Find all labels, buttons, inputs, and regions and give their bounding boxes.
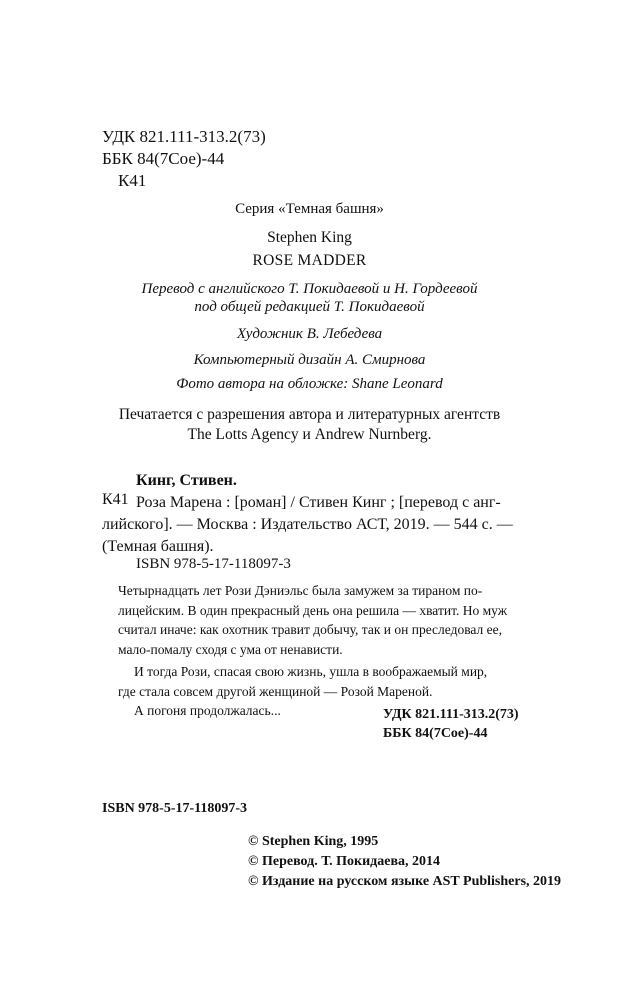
annotation-line: мало-помалу сходя с ума от ненависти.: [118, 641, 343, 657]
author-mark: К41: [118, 171, 147, 190]
photo-credit: Фото автора на обложке: Shane Leonard: [176, 376, 443, 392]
series-name: Серия «Темная башня»: [235, 201, 384, 217]
bbk-code: ББК 84(7Сое)-44: [102, 149, 225, 168]
annotation-line: Четырнадцать лет Рози Дэниэльс была замужем за тираном по-: [118, 583, 483, 598]
annotation: [118, 581, 563, 721]
original-author: Stephen King: [267, 229, 352, 246]
permission-line2: The Lotts Agency и Andrew Nurnberg.: [187, 426, 432, 443]
copyright-line: © Stephen King, 1995: [248, 834, 379, 849]
udk-code: УДК 821.111-313.2(73): [102, 127, 266, 146]
design-credit: Компьютерный дизайн А. Смирнова: [193, 352, 426, 368]
translation-credit-line2: под общей редакцией Т. Покидаевой: [194, 299, 425, 315]
copyright-notices: [248, 832, 561, 892]
udk-code-bottom: УДК 821.111-313.2(73): [383, 707, 519, 722]
isbn-bottom: ISBN 978-5-17-118097-3: [102, 801, 248, 816]
bib-description-line: лийского]. — Москва : Издательство АСТ, 2019. — 544 с. —: [102, 516, 513, 533]
copyright-line: © Перевод. Т. Покидаева, 2014: [248, 854, 441, 869]
original-title: ROSE MADDER: [252, 252, 367, 269]
bbk-code-bottom: ББК 84(7Сое)-44: [383, 726, 488, 741]
permission-line1: Печатается с разрешения автора и литературных агентств: [118, 406, 501, 423]
classification-codes-bottom: [383, 705, 519, 743]
annotation-line: А погоня продолжалась...: [134, 703, 281, 718]
artist-credit: Художник В. Лебедева: [236, 326, 383, 342]
annotation-line: считал иначе: как охотник травит добычу, так и он преследовал ее,: [118, 622, 502, 637]
bib-description-line: Роза Марена : [роман] / Стивен Кинг ; [перевод с анг-: [136, 494, 501, 511]
annotation-line: И тогда Рози, спасая свою жизнь, ушла в воображаемый мир,: [134, 664, 488, 679]
bib-author-heading: Кинг, Стивен.: [136, 472, 237, 489]
annotation-line: лицейским. В один прекрасный день она решила — хватит. Но муж: [118, 602, 508, 618]
bib-author-mark: К41: [102, 491, 129, 508]
classification-codes-top: [102, 126, 266, 192]
bib-description-line: (Темная башня).: [102, 538, 214, 555]
annotation-line: где стала совсем другой женщиной — Розой Мареной.: [118, 683, 433, 699]
copyright-line: © Издание на русском языке AST Publishers, 2019: [248, 874, 562, 889]
isbn-bibliographic: ISBN 978-5-17-118097-3: [136, 556, 291, 572]
translation-credit-line1: Перевод с английского Т. Покидаевой и Н. Гордеевой: [141, 281, 478, 297]
